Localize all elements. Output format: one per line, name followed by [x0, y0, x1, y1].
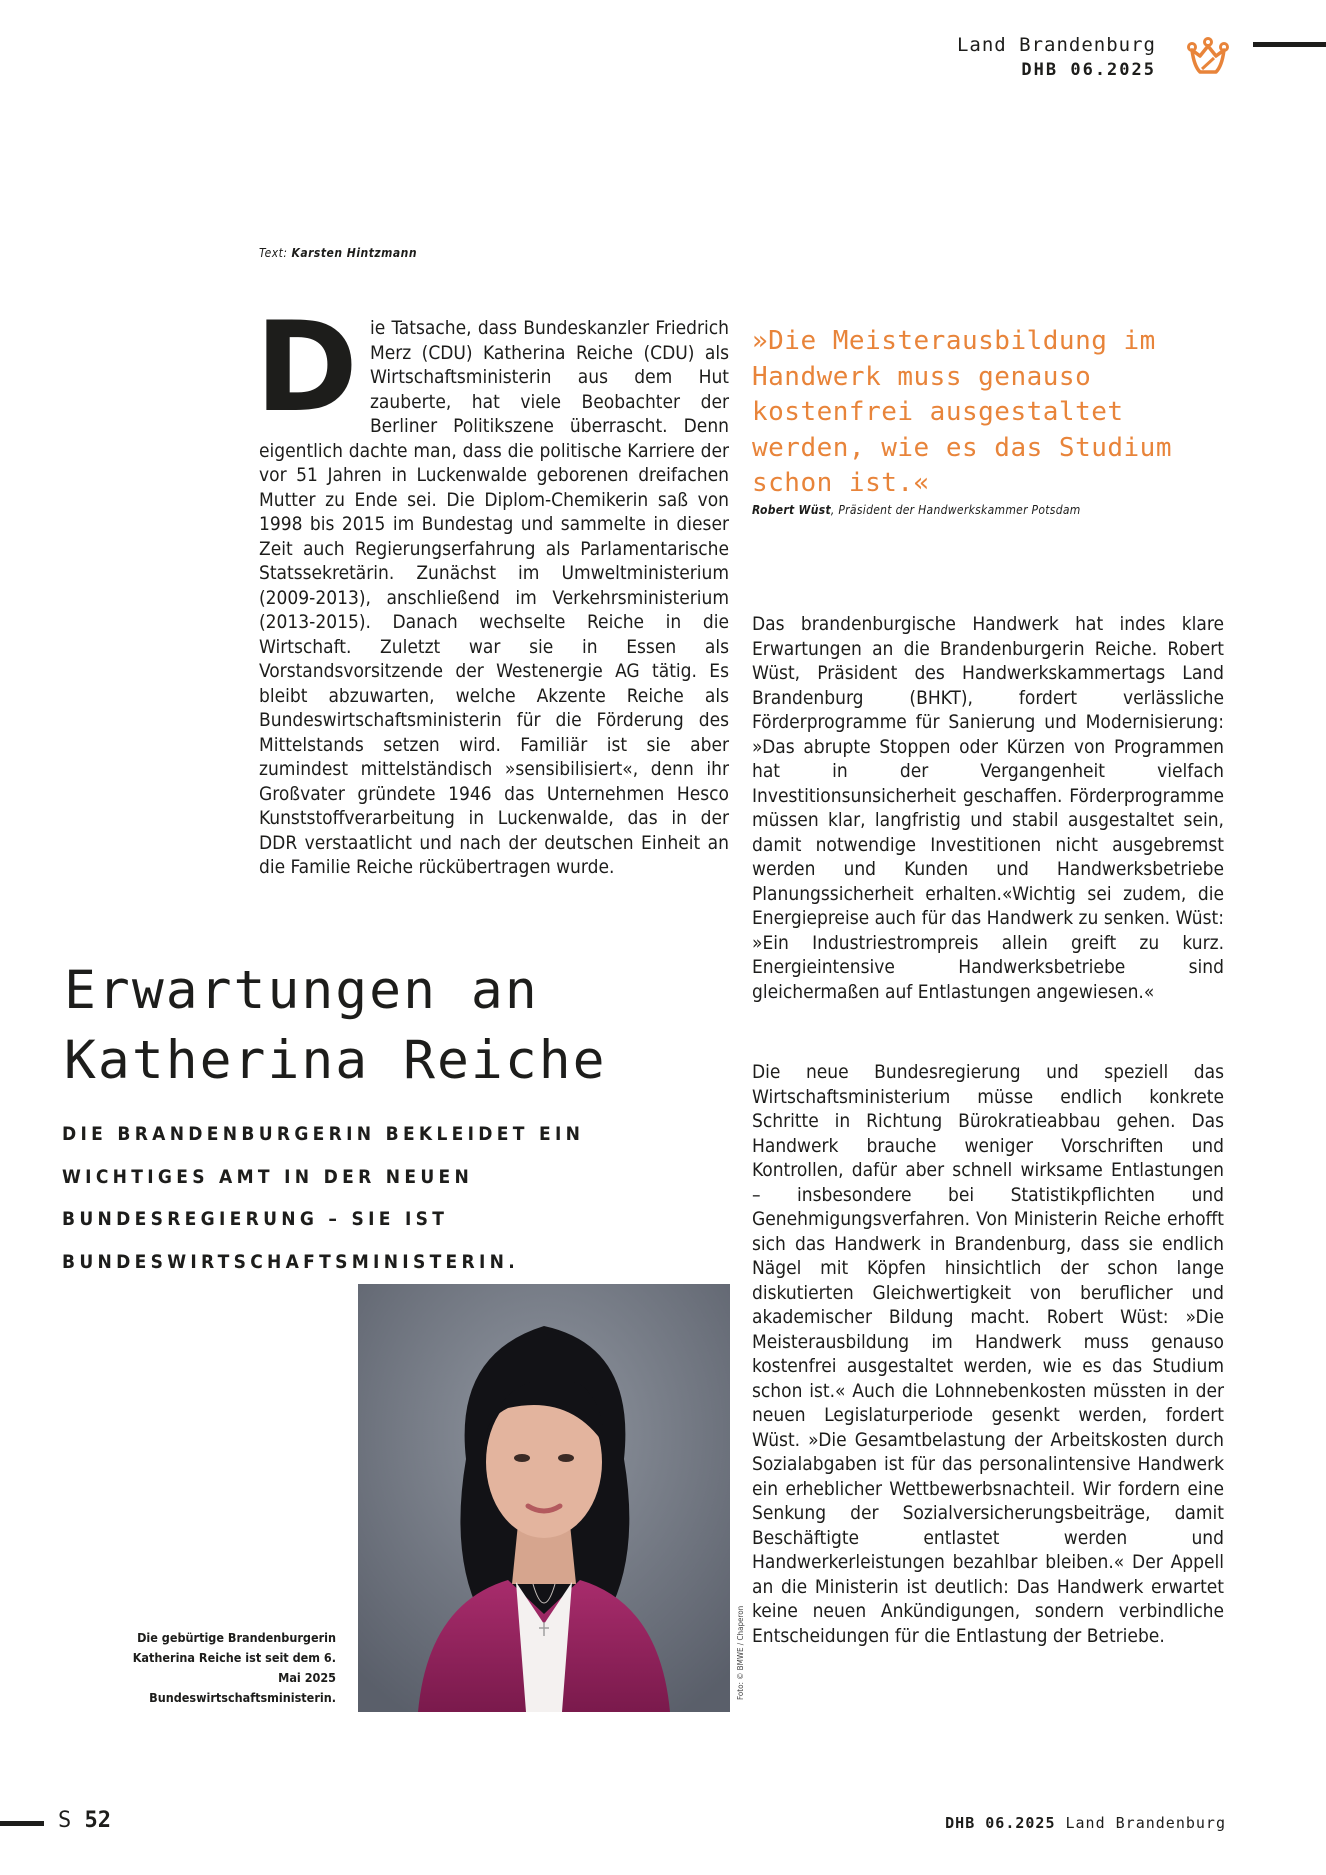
footer-region: Land Brandenburg	[1065, 1814, 1226, 1832]
portrait-photo	[358, 1284, 730, 1712]
brandenburg-crown-icon	[1186, 36, 1230, 80]
photo-caption: Die gebürtige Brandenburgerin Katherina Reiche ist seit dem 6. Mai 2025 Bundeswirtschaftsministerin.	[132, 1630, 336, 1705]
header-issue: DHB 06.2025	[1021, 60, 1156, 80]
pull-quote: »Die Meisterausbildung im Handwerk muss genauso kostenfrei ausgestaltet werden, wie es das Studium schon ist.«	[752, 326, 1172, 498]
headline	[64, 956, 607, 1096]
article-paragraph-3: Die neue Bundesregierung und speziell das Wirtschaftsministerium müsse endlich konkrete Schritte in Richtung Bürokratieabbau gehen. Das Handwerk brauche weniger Vorschriften und Kontrollen, dafür aber schnell wirksame Entlastungen – insbesondere bei Statistikpflichten und Genehmigungsverfahren. Von Ministerin Reiche erhofft sich das Handwerk in Brandenburg, dass sie endlich Nägel mit Köpfen hinsichtlich der schon lange diskutierten Gleichwertigkeit von beruflicher und akademischer Bildung macht. Robert Wüst: »Die Meisterausbildung im Handwerk muss genauso kostenfrei ausgestaltet werden, wie es das Studium schon ist.« Auch die Lohnnebenkosten müssten in der neuen Legislaturperiode gesenkt werden, fordert Wüst. »Die Gesamtbelastung der Arbeitskosten durch Sozialabgaben ist für das personalintensive Handwerk ein erheblicher Wettbewerbsnachteil. Wir fordern eine Senkung der Sozialversicherungsbeiträge, damit Beschäftigte entlastet werden und Handwerkerleistungen bezahlbar bleiben.« Der Appell an die Ministerin ist deutlich: Das Handwerk erwartet keine neuen Ankündigungen, sondern verbindliche Entscheidungen für die Entlastung der Betriebe.	[752, 1061, 1224, 1647]
lead-text: DIE BRANDENBURGERIN BEKLEIDET EIN WICHTIGES AMT IN DER NEUEN BUNDESREGIERUNG – SIE IST BUNDESWIRTSCHAFTSMINISTERIN.	[62, 1123, 585, 1273]
header-rule	[1253, 42, 1326, 47]
article-intro: ie Tatsache, dass Bundeskanzler Friedrich Merz (CDU) Katherina Reiche (CDU) als Wirtschaftsministerin aus dem Hut zauberte, hat viele Beobachter der Berliner Politikszene überrascht. Denn eigentlich dachte man, dass die politische Karriere der vor 51 Jahren in Luckenwalde geborenen dreifachen Mutter zu Ende sei. Die Diplom-Chemikerin saß von 1998 bis 2015 im Bundestag und sammelte in dieser Zeit auch Regierungserfahrung als Parlamentarische Statssekretärin. Zunächst im Umweltministerium (2009-2013), anschließend im Verkehrsministerium (2013-2015). Danach wechselte Reiche in die Wirtschaft. Zuletzt war sie in Essen als Vorstandsvorsitzende der Westenergie AG tätig. Es bleibt abzuwarten, welche Akzente Reiche als Bundeswirtschaftsministerin für die Förderung des Mittelstands setzen wird. Familiär ist sie aber zumindest mittelständisch »sensibilisiert«, denn ihr Großvater gründete 1946 das Unternehmen Hesco Kunststoffverarbeitung in Luckenwalde, das in der DDR verstaatlicht und nach der deutschen Einheit an die Familie Reiche rückübertragen wurde.	[259, 317, 729, 878]
drop-cap: D	[255, 296, 358, 440]
headline-line-1: Erwartungen an	[64, 960, 539, 1021]
quote-attribution	[752, 503, 1081, 517]
byline	[259, 246, 417, 260]
byline-prefix: Text:	[259, 246, 288, 260]
byline-author: Karsten Hintzmann	[291, 246, 418, 260]
page-prefix: S	[58, 1808, 72, 1833]
headline-line-2: Katherina Reiche	[64, 1030, 607, 1091]
photo-credit: Foto: © BMWE / Chaperon	[736, 1605, 745, 1700]
footer-rule	[0, 1821, 44, 1826]
article-paragraph-2: Das brandenburgische Handwerk hat indes klare Erwartungen an die Brandenburgerin Reiche. Robert Wüst, Präsident des Handwerkskammertags Land Brandenburg (BHKT), fordert verlässliche Förderprogramme für Sanierung und Modernisierung: »Das abrupte Stoppen oder Kürzen von Programmen hat in der Vergangenheit vielfach Investitionsunsicherheit geschaffen. Förderprogramme müssen klar, langfristig und stabil ausgestaltet sein, damit notwendige Investitionen nicht ausgebremst werden und Kunden und Handwerksbetriebe Planungssicherheit erhalten.«Wichtig sei zudem, die Energiepreise auch für das Handwerk zu senken. Wüst: »Ein Industriestrompreis allein greift zu kurz. Energieintensive Handwerksbetriebe sind gleichermaßen auf Entlastungen angewiesen.«	[752, 613, 1224, 1003]
page-number-value: 52	[84, 1808, 111, 1833]
quote-name: Robert Wüst	[752, 503, 831, 517]
header-masthead	[957, 33, 1156, 83]
article-column-left	[255, 296, 729, 880]
page-number	[58, 1808, 111, 1833]
footer-issue: DHB 06.2025	[945, 1814, 1056, 1832]
footer-masthead	[945, 1814, 1226, 1832]
header-region: Land Brandenburg	[956, 34, 1156, 56]
article-column-right-top	[752, 612, 1224, 1004]
quote-role: , Präsident der Handwerkskammer Potsdam	[830, 503, 1081, 517]
article-column-right-bottom	[752, 1060, 1224, 1648]
